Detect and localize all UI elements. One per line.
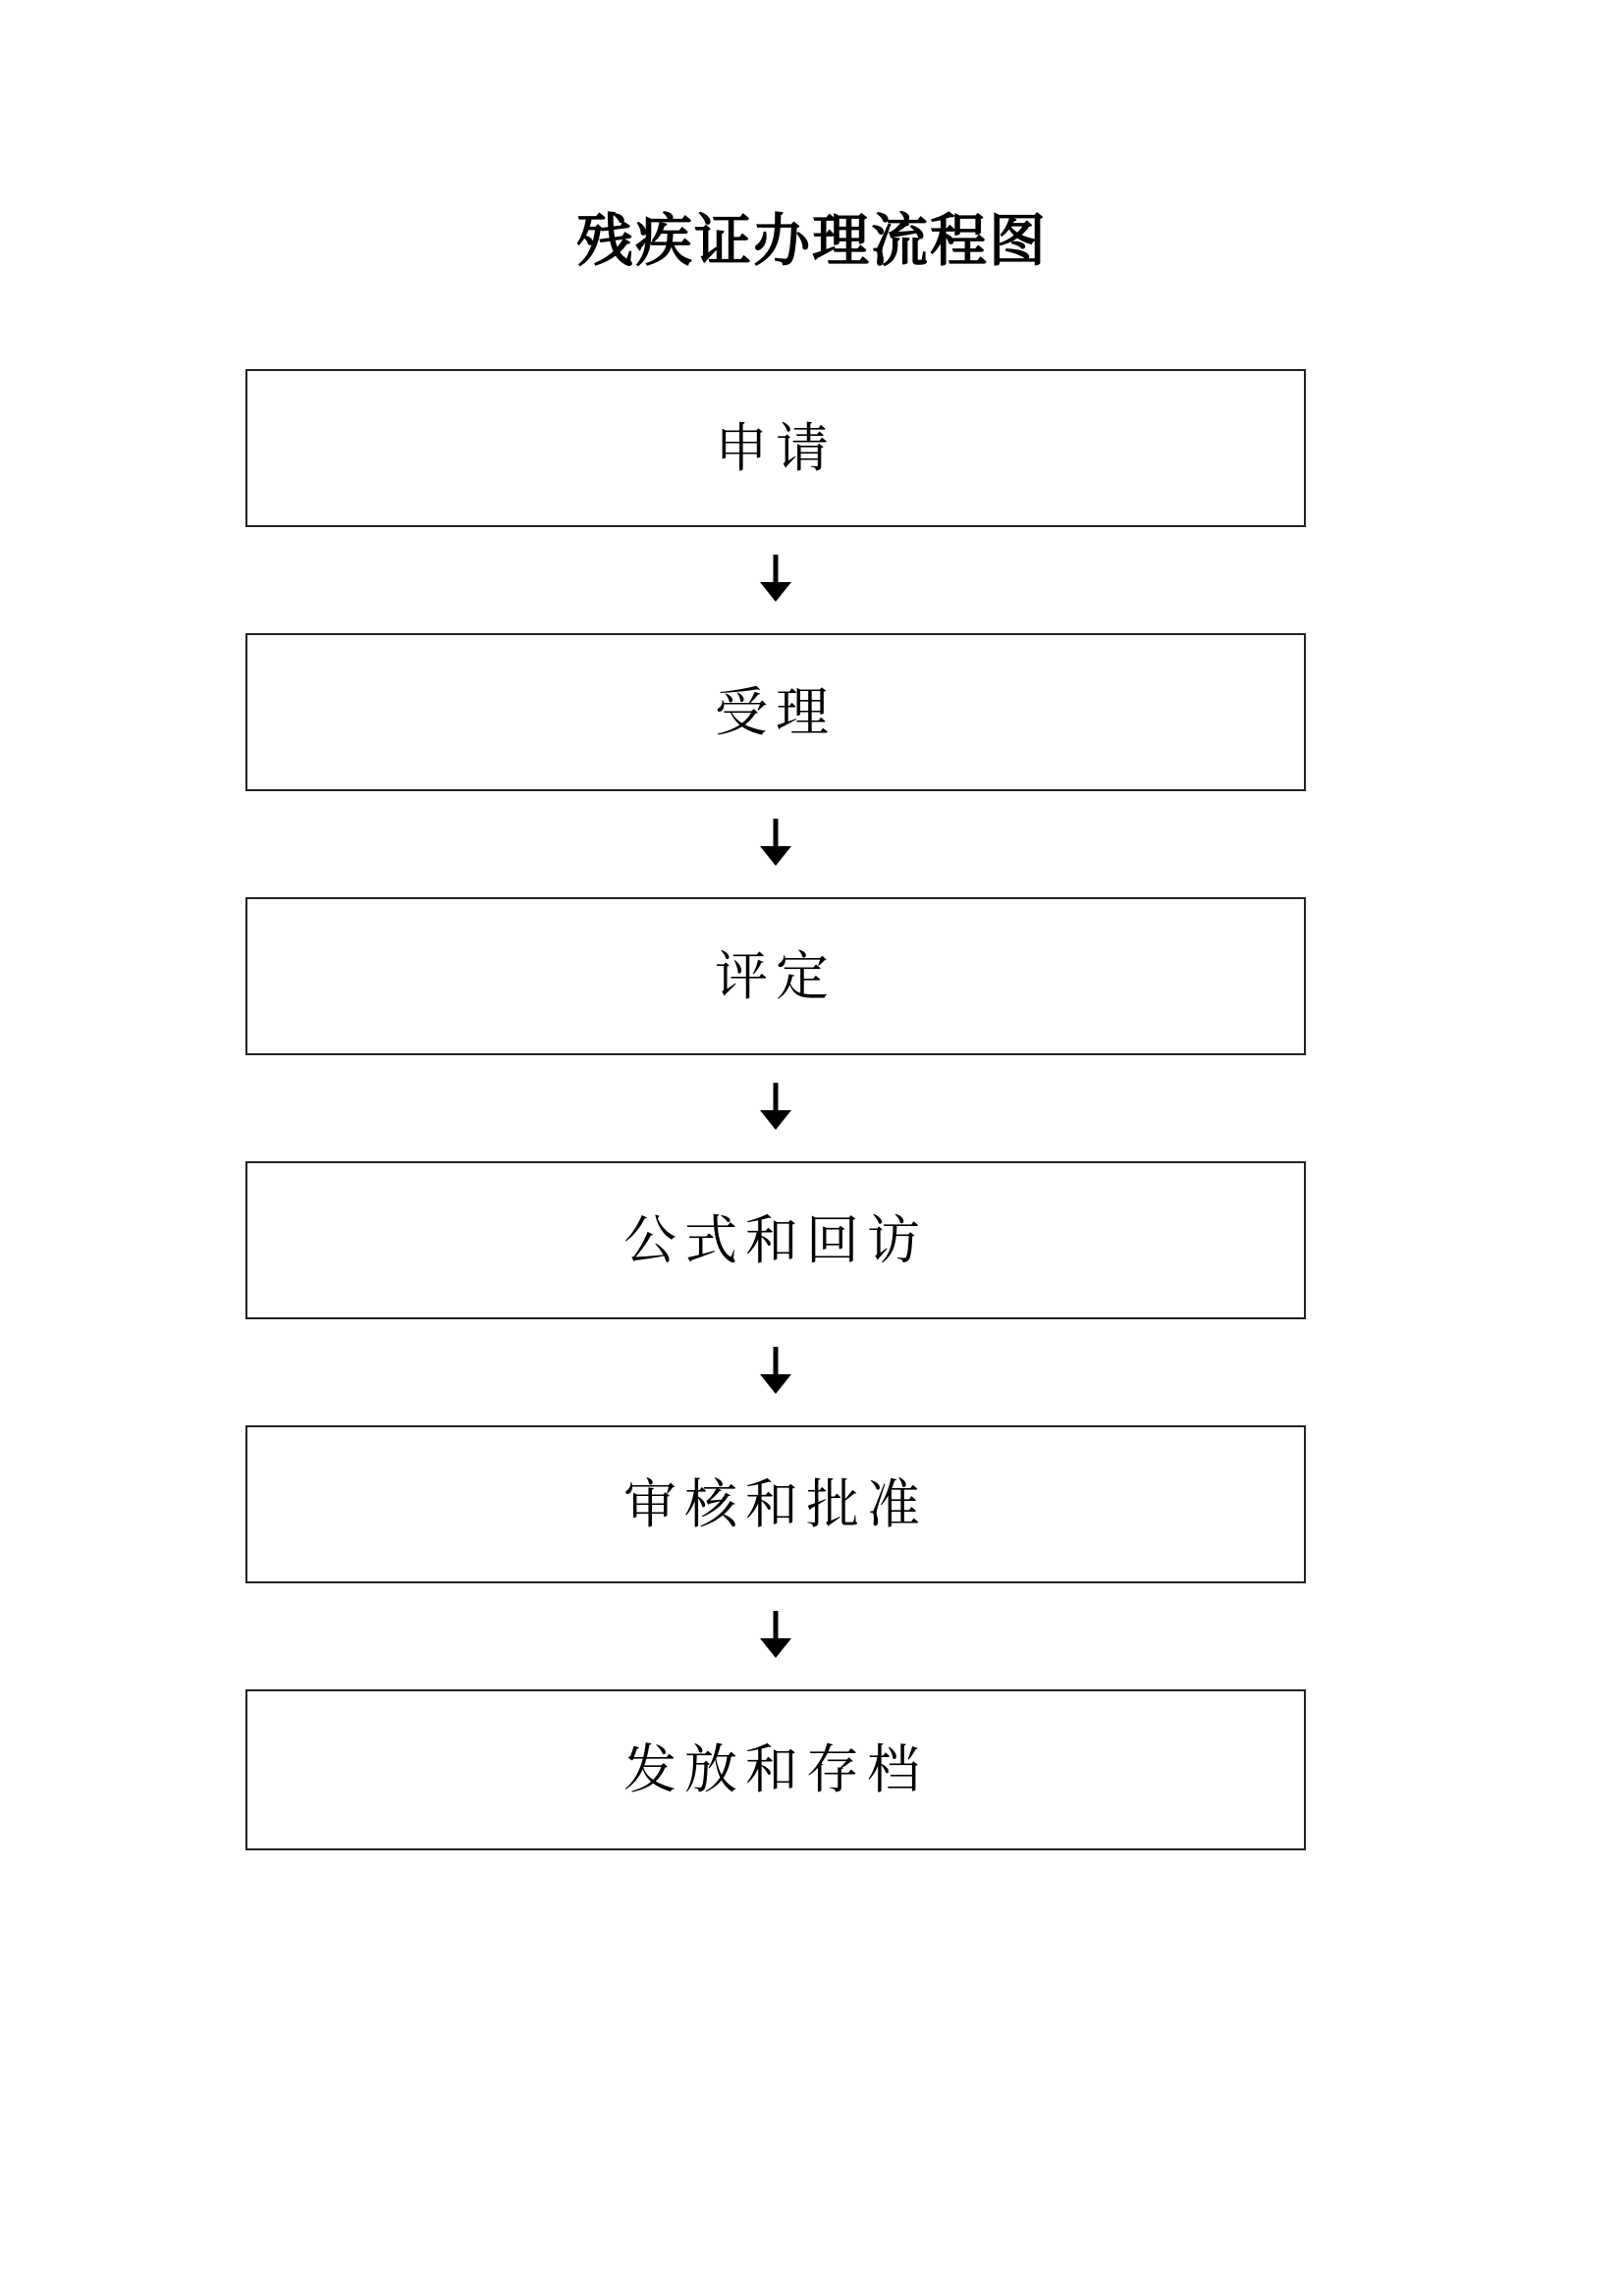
flow-step-publicize (245, 1161, 1306, 1319)
step-label: 申请 (715, 416, 837, 479)
down-arrow-icon (756, 1081, 795, 1132)
flow-step-assess (245, 897, 1306, 1055)
step-label: 评定 (715, 944, 837, 1007)
step-label: 受理 (715, 680, 837, 743)
step-label: 发放和存档 (623, 1738, 928, 1800)
step-label: 公式和回访 (623, 1208, 928, 1271)
down-arrow-icon (756, 553, 795, 604)
flow-step-issue (245, 1689, 1306, 1850)
step-label: 审核和批准 (623, 1472, 928, 1535)
down-arrow-icon (756, 1345, 795, 1396)
flow-step-apply (245, 369, 1306, 527)
down-arrow-icon (756, 817, 795, 868)
flow-step-approve (245, 1425, 1306, 1583)
flow-step-accept (245, 633, 1306, 791)
down-arrow-icon (756, 1609, 795, 1660)
page-title: 残疾证办理流程图 (575, 207, 1048, 274)
